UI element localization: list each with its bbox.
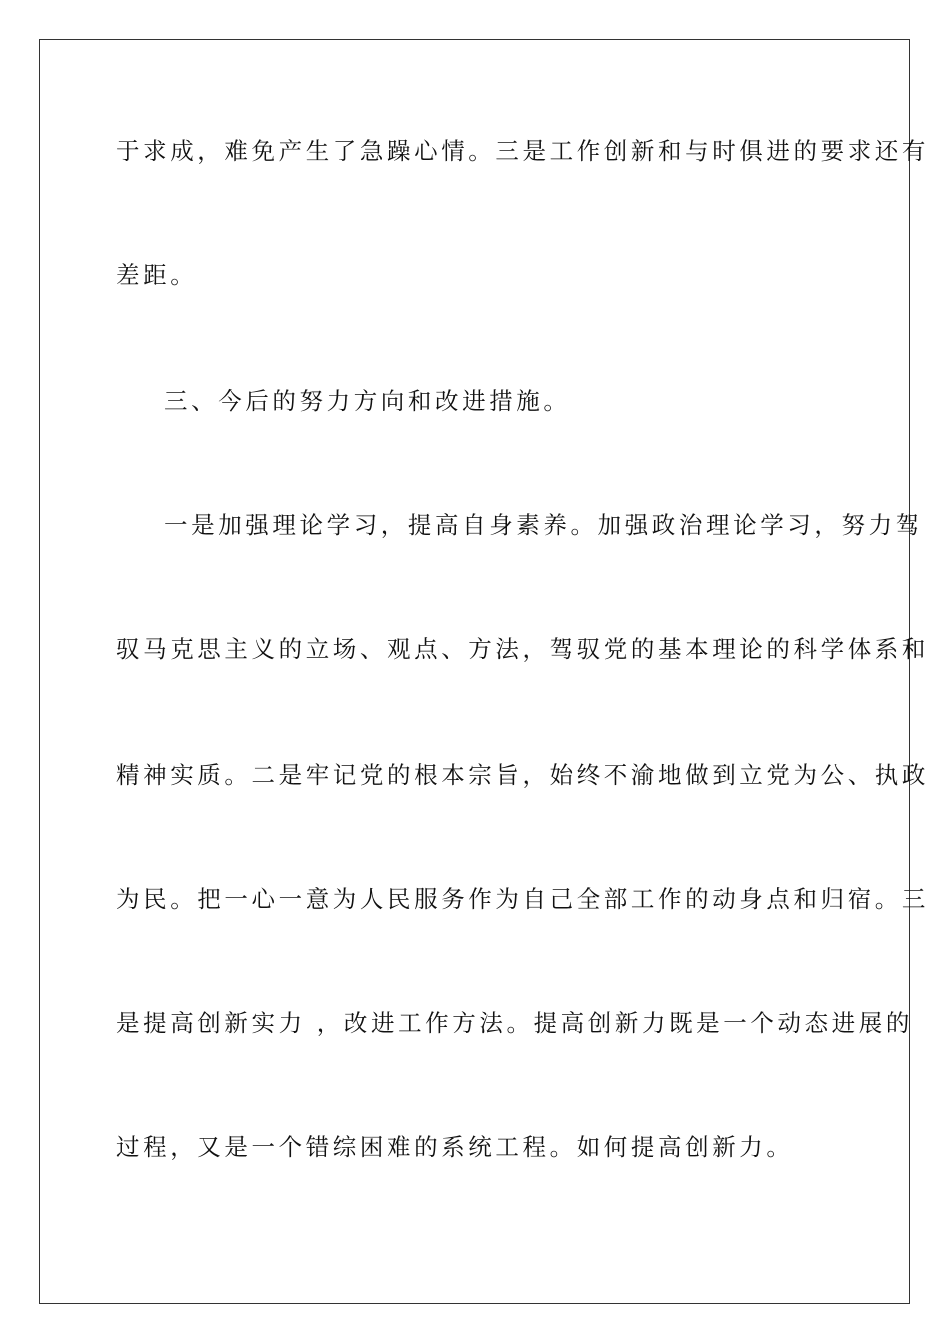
text-line-1: 于求成，难免产生了急躁心情。三是工作创新和与时俱进的要求还有 bbox=[116, 137, 929, 165]
text-line-2: 差距。 bbox=[116, 261, 198, 289]
text-line-7: 为民。把一心一意为人民服务作为自己全部工作的动身点和归宿。三 bbox=[116, 885, 929, 913]
text-line-8: 是提高创新实力 ，改进工作方法。提高创新力既是一个动态进展的 bbox=[116, 1009, 913, 1037]
text-line-9: 过程，又是一个错综困难的系统工程。如何提高创新力。 bbox=[116, 1133, 794, 1161]
text-line-4: 一是加强理论学习，提高自身素养。加强政治理论学习，努力驾 bbox=[164, 511, 923, 539]
text-line-5: 驭马克思主义的立场、观点、方法，驾驭党的基本理论的科学体系和 bbox=[116, 635, 929, 663]
text-line-6: 精神实质。二是牢记党的根本宗旨，始终不渝地做到立党为公、执政 bbox=[116, 761, 929, 789]
page-border bbox=[39, 39, 929, 1304]
section-heading: 三、今后的努力方向和改进措施。 bbox=[164, 387, 571, 415]
